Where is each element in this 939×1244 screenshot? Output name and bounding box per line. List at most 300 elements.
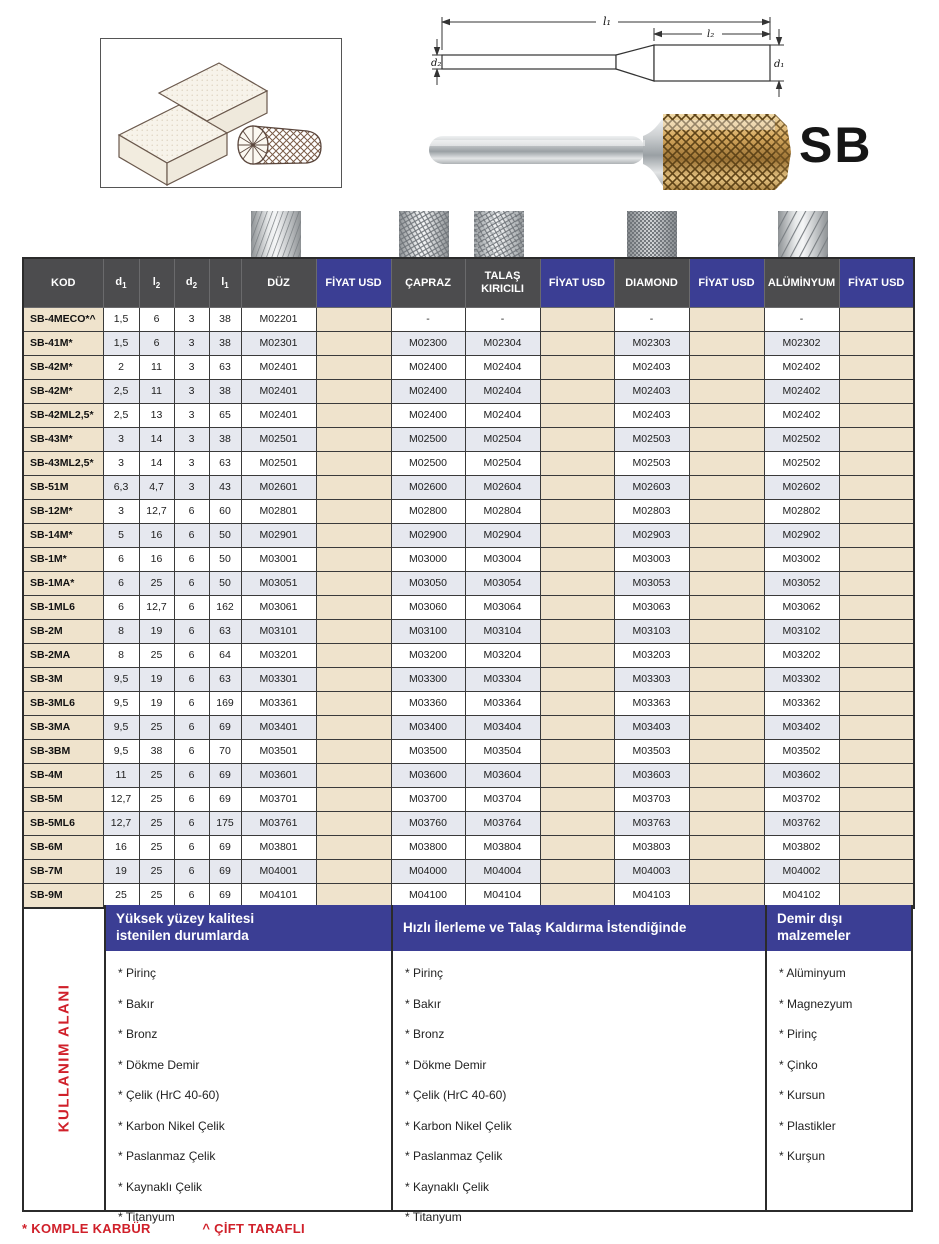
value-cell: 3	[174, 332, 209, 356]
column-header: $l_1$	[209, 258, 241, 308]
price-cell	[839, 692, 914, 716]
value-cell: M03803	[614, 836, 689, 860]
usage-item: * Kaynaklı Çelik	[118, 1179, 203, 1194]
price-cell	[839, 764, 914, 788]
value-cell: 8	[103, 644, 139, 668]
price-cell	[689, 452, 764, 476]
product-code: SB-9M	[23, 884, 103, 909]
usage-column	[765, 905, 911, 1210]
product-code: SB-4MECO*^	[23, 308, 103, 332]
price-cell	[540, 452, 614, 476]
application-sketch-frame	[100, 38, 342, 188]
product-code: SB-43M*	[23, 428, 103, 452]
price-cell	[316, 428, 391, 452]
column-header: DÜZ	[241, 258, 316, 308]
value-cell: M03760	[391, 812, 465, 836]
value-cell: M04000	[391, 860, 465, 884]
price-cell	[316, 788, 391, 812]
table-row	[23, 428, 914, 452]
column-header: ALÜMİNYUM	[764, 258, 839, 308]
value-cell: 2,5	[103, 380, 139, 404]
dimension-drawing	[430, 8, 790, 108]
value-cell: 63	[209, 620, 241, 644]
value-cell: M03602	[764, 764, 839, 788]
price-cell	[540, 716, 614, 740]
usage-item: * Dökme Demir	[118, 1057, 200, 1072]
value-cell: M02300	[391, 332, 465, 356]
value-cell: M02500	[391, 428, 465, 452]
price-cell	[540, 404, 614, 428]
value-cell: 50	[209, 524, 241, 548]
value-cell: 60	[209, 500, 241, 524]
table-row	[23, 836, 914, 860]
footnotes	[22, 1221, 353, 1236]
value-cell: M02402	[764, 380, 839, 404]
price-cell	[689, 428, 764, 452]
usage-item: * Karbon Nikel Çelik	[118, 1118, 225, 1133]
value-cell: M03304	[465, 668, 540, 692]
value-cell: M03802	[764, 836, 839, 860]
column-header: FİYAT USD	[316, 258, 391, 308]
usage-column	[104, 905, 391, 1224]
value-cell: M02301	[241, 332, 316, 356]
price-cell	[316, 500, 391, 524]
table-row	[23, 740, 914, 764]
thumb-aluminyum-photo	[778, 211, 828, 257]
price-cell	[839, 788, 914, 812]
column-header: $d_1$	[103, 258, 139, 308]
value-cell: 6	[139, 308, 174, 332]
value-cell: 6	[174, 620, 209, 644]
value-cell: M02500	[391, 452, 465, 476]
product-code: SB-2M	[23, 620, 103, 644]
price-cell	[839, 836, 914, 860]
value-cell: 175	[209, 812, 241, 836]
usage-item: * Çinko	[779, 1057, 818, 1072]
value-cell: M03764	[465, 812, 540, 836]
usage-item: * Paslanmaz Çelik	[405, 1149, 503, 1163]
value-cell: M02502	[764, 452, 839, 476]
value-cell: M03500	[391, 740, 465, 764]
column-header: DIAMOND	[614, 258, 689, 308]
value-cell: 9,5	[103, 716, 139, 740]
value-cell: M02402	[764, 356, 839, 380]
price-cell	[689, 860, 764, 884]
price-cell	[540, 308, 614, 332]
value-cell: M03053	[614, 572, 689, 596]
usage-item: * Kursun	[779, 1088, 826, 1102]
value-cell: M02803	[614, 500, 689, 524]
thumb-capraz-photo	[399, 211, 449, 257]
value-cell: M04102	[764, 884, 839, 909]
value-cell: 6	[103, 572, 139, 596]
price-cell	[316, 452, 391, 476]
column-header: FİYAT USD	[689, 258, 764, 308]
price-cell	[689, 836, 764, 860]
value-cell: M03300	[391, 668, 465, 692]
column-header: $l_2$	[139, 258, 174, 308]
table-row	[23, 476, 914, 500]
table-row	[23, 524, 914, 548]
value-cell: M02403	[614, 356, 689, 380]
value-cell: M03103	[614, 620, 689, 644]
column-header: FİYAT USD	[839, 258, 914, 308]
value-cell: 69	[209, 836, 241, 860]
usage-columns	[104, 905, 911, 1224]
value-cell: M03360	[391, 692, 465, 716]
value-cell: M02302	[764, 332, 839, 356]
value-cell: -	[614, 308, 689, 332]
value-cell: 6	[174, 500, 209, 524]
price-cell	[540, 572, 614, 596]
table-row	[23, 308, 914, 332]
usage-column	[391, 905, 765, 1224]
usage-item: * Bronz	[118, 1027, 158, 1041]
value-cell: 6	[174, 644, 209, 668]
table-row	[23, 380, 914, 404]
value-cell: 14	[139, 428, 174, 452]
value-cell: M02502	[764, 428, 839, 452]
value-cell: M02201	[241, 308, 316, 332]
value-cell: M03051	[241, 572, 316, 596]
table-row	[23, 860, 914, 884]
value-cell: 6	[174, 860, 209, 884]
value-cell: 25	[139, 788, 174, 812]
value-cell: M03063	[614, 596, 689, 620]
column-header: TALAŞ KIRICILI	[465, 258, 540, 308]
product-code: SB-1ML6	[23, 596, 103, 620]
price-cell	[839, 524, 914, 548]
value-cell: 162	[209, 596, 241, 620]
value-cell: 25	[139, 860, 174, 884]
price-cell	[689, 596, 764, 620]
column-header: $d_2$	[174, 258, 209, 308]
value-cell: M03761	[241, 812, 316, 836]
value-cell: 6	[174, 836, 209, 860]
price-cell	[689, 380, 764, 404]
price-cell	[540, 500, 614, 524]
value-cell: M04103	[614, 884, 689, 909]
value-cell: M02401	[241, 404, 316, 428]
price-cell	[540, 332, 614, 356]
value-cell: 16	[139, 548, 174, 572]
price-cell	[316, 596, 391, 620]
value-cell: M03600	[391, 764, 465, 788]
value-cell: 13	[139, 404, 174, 428]
value-cell: M03401	[241, 716, 316, 740]
product-code: SB-3BM	[23, 740, 103, 764]
table-row	[23, 620, 914, 644]
price-cell	[689, 668, 764, 692]
value-cell: 3	[174, 308, 209, 332]
value-cell: 19	[103, 860, 139, 884]
value-cell: M03062	[764, 596, 839, 620]
price-cell	[316, 476, 391, 500]
price-cell	[839, 452, 914, 476]
usage-column-header: Yüksek yüzey kalitesi istenilen durumlarda	[106, 905, 391, 951]
value-cell: 25	[139, 884, 174, 909]
usage-column-header: Demir dışı malzemeler	[767, 905, 911, 951]
value-cell: 4,7	[139, 476, 174, 500]
value-cell: M03604	[465, 764, 540, 788]
price-cell	[316, 620, 391, 644]
value-cell: 6	[174, 812, 209, 836]
value-cell: M03504	[465, 740, 540, 764]
price-cell	[689, 404, 764, 428]
value-cell: -	[391, 308, 465, 332]
value-cell: 3	[174, 428, 209, 452]
value-cell: 6	[174, 692, 209, 716]
product-code: SB-5M	[23, 788, 103, 812]
price-cell	[689, 644, 764, 668]
price-cell	[316, 764, 391, 788]
value-cell: 64	[209, 644, 241, 668]
value-cell: M04101	[241, 884, 316, 909]
column-header: FİYAT USD	[540, 258, 614, 308]
price-cell	[316, 308, 391, 332]
column-header: ÇAPRAZ	[391, 258, 465, 308]
value-cell: M02503	[614, 452, 689, 476]
value-cell: 50	[209, 548, 241, 572]
price-cell	[540, 764, 614, 788]
table-row	[23, 764, 914, 788]
value-cell: 25	[139, 764, 174, 788]
value-cell: 12,7	[103, 788, 139, 812]
value-cell: M03002	[764, 548, 839, 572]
price-cell	[540, 788, 614, 812]
table-row	[23, 596, 914, 620]
usage-item: * Bronz	[405, 1027, 445, 1041]
price-cell	[316, 572, 391, 596]
price-cell	[839, 644, 914, 668]
usage-list	[393, 951, 765, 1241]
value-cell: M04100	[391, 884, 465, 909]
price-cell	[540, 812, 614, 836]
value-cell: M03361	[241, 692, 316, 716]
value-cell: 38	[209, 308, 241, 332]
value-cell: M02400	[391, 356, 465, 380]
value-cell: 25	[139, 716, 174, 740]
price-cell	[839, 740, 914, 764]
value-cell: 19	[139, 620, 174, 644]
value-cell: 69	[209, 860, 241, 884]
value-cell: M02903	[614, 524, 689, 548]
price-cell	[540, 860, 614, 884]
value-cell: M03402	[764, 716, 839, 740]
value-cell: 25	[139, 572, 174, 596]
product-code: SB-41M*	[23, 332, 103, 356]
value-cell: M03501	[241, 740, 316, 764]
product-code: SB-12M*	[23, 500, 103, 524]
price-cell	[316, 740, 391, 764]
value-cell: 6	[174, 572, 209, 596]
value-cell: M02403	[614, 380, 689, 404]
value-cell: 2,5	[103, 404, 139, 428]
price-cell	[316, 836, 391, 860]
usage-item: * Pirinç	[405, 966, 444, 980]
usage-item: * Çelik (HrC 40-60)	[405, 1088, 507, 1102]
value-cell: 6	[174, 764, 209, 788]
value-cell: M03064	[465, 596, 540, 620]
price-cell	[689, 788, 764, 812]
value-cell: M03201	[241, 644, 316, 668]
price-cell	[316, 524, 391, 548]
value-cell: M03503	[614, 740, 689, 764]
footnote-double-sided: ^ ÇİFT TARAFLI	[202, 1221, 305, 1236]
value-cell: 38	[209, 332, 241, 356]
product-code: SB-42M*	[23, 356, 103, 380]
workpiece-deburring-illustration	[101, 39, 341, 187]
value-cell: M03204	[465, 644, 540, 668]
usage-item: * Plastikler	[779, 1118, 836, 1133]
product-code: SB-1MA*	[23, 572, 103, 596]
value-cell: 69	[209, 884, 241, 909]
value-cell: 38	[209, 428, 241, 452]
table-row	[23, 644, 914, 668]
value-cell: 12,7	[139, 596, 174, 620]
value-cell: 38	[139, 740, 174, 764]
price-cell	[316, 332, 391, 356]
price-cell	[689, 716, 764, 740]
value-cell: M04004	[465, 860, 540, 884]
price-cell	[540, 692, 614, 716]
product-code: SB-14M*	[23, 524, 103, 548]
price-cell	[689, 548, 764, 572]
value-cell: M02501	[241, 428, 316, 452]
value-cell: 169	[209, 692, 241, 716]
product-code: SB-3MA	[23, 716, 103, 740]
series-label: SB	[799, 117, 873, 173]
table-row	[23, 788, 914, 812]
table-row	[23, 356, 914, 380]
dim-label-l2: l₂	[707, 29, 715, 40]
value-cell: M02602	[764, 476, 839, 500]
value-cell: 16	[139, 524, 174, 548]
value-cell: 6	[174, 716, 209, 740]
price-cell	[316, 644, 391, 668]
value-cell: 25	[139, 644, 174, 668]
value-cell: M03003	[614, 548, 689, 572]
value-cell: -	[764, 308, 839, 332]
price-cell	[839, 596, 914, 620]
price-cell	[839, 572, 914, 596]
value-cell: M02400	[391, 404, 465, 428]
price-cell	[839, 548, 914, 572]
dim-label-d1: d₁	[774, 59, 785, 70]
value-cell: M03362	[764, 692, 839, 716]
value-cell: M02404	[465, 380, 540, 404]
value-cell: 25	[139, 812, 174, 836]
price-cell	[540, 428, 614, 452]
usage-item: * Pirinç	[779, 1027, 818, 1041]
table-row	[23, 812, 914, 836]
product-code: SB-42M*	[23, 380, 103, 404]
value-cell: M03101	[241, 620, 316, 644]
value-cell: M04003	[614, 860, 689, 884]
usage-item: * Titanyum	[405, 1210, 462, 1224]
value-cell: 3	[174, 380, 209, 404]
price-cell	[839, 500, 914, 524]
value-cell: 11	[103, 764, 139, 788]
usage-item: * Kaynaklı Çelik	[405, 1179, 490, 1194]
value-cell: M04001	[241, 860, 316, 884]
price-cell	[540, 380, 614, 404]
price-cell	[839, 356, 914, 380]
value-cell: 25	[103, 884, 139, 909]
product-code: SB-42ML2,5*	[23, 404, 103, 428]
product-code: SB-1M*	[23, 548, 103, 572]
value-cell: M03403	[614, 716, 689, 740]
value-cell: M03060	[391, 596, 465, 620]
usage-section	[22, 905, 913, 1224]
value-cell: 69	[209, 764, 241, 788]
value-cell: M02404	[465, 356, 540, 380]
price-cell	[540, 644, 614, 668]
value-cell: M02303	[614, 332, 689, 356]
price-cell	[316, 860, 391, 884]
price-cell	[689, 620, 764, 644]
value-cell: M02904	[465, 524, 540, 548]
value-cell: 5	[103, 524, 139, 548]
value-cell: 11	[139, 380, 174, 404]
price-cell	[689, 764, 764, 788]
value-cell: M03762	[764, 812, 839, 836]
value-cell: M03061	[241, 596, 316, 620]
column-header: KOD	[23, 258, 103, 308]
value-cell: 25	[139, 836, 174, 860]
value-cell: M03100	[391, 620, 465, 644]
value-cell: M03364	[465, 692, 540, 716]
product-table	[22, 257, 915, 909]
price-cell	[689, 740, 764, 764]
value-cell: M02503	[614, 428, 689, 452]
price-cell	[540, 596, 614, 620]
value-cell: M03050	[391, 572, 465, 596]
table-row	[23, 572, 914, 596]
price-cell	[316, 668, 391, 692]
value-cell: M02601	[241, 476, 316, 500]
value-cell: 43	[209, 476, 241, 500]
product-code: SB-3M	[23, 668, 103, 692]
price-cell	[316, 380, 391, 404]
value-cell: M02901	[241, 524, 316, 548]
price-cell	[316, 404, 391, 428]
usage-item: * Karbon Nikel Çelik	[405, 1118, 512, 1133]
value-cell: M03804	[465, 836, 540, 860]
value-cell: M02802	[764, 500, 839, 524]
price-cell	[839, 428, 914, 452]
price-cell	[689, 812, 764, 836]
usage-item: * Magnezyum	[779, 996, 853, 1011]
price-cell	[540, 548, 614, 572]
dim-label-l1: l₁	[603, 15, 611, 28]
value-cell: 63	[209, 356, 241, 380]
value-cell: 1,5	[103, 308, 139, 332]
value-cell: 16	[103, 836, 139, 860]
price-cell	[689, 572, 764, 596]
value-cell: 6	[139, 332, 174, 356]
thumb-talas-kiricili-photo	[474, 211, 524, 257]
value-cell: M03800	[391, 836, 465, 860]
value-cell: M02401	[241, 380, 316, 404]
price-cell	[540, 476, 614, 500]
burr-photo	[425, 106, 800, 198]
table-row	[23, 668, 914, 692]
value-cell: 6	[174, 548, 209, 572]
usage-item: * Bakır	[405, 996, 442, 1011]
product-code: SB-4M	[23, 764, 103, 788]
value-cell: 3	[174, 356, 209, 380]
